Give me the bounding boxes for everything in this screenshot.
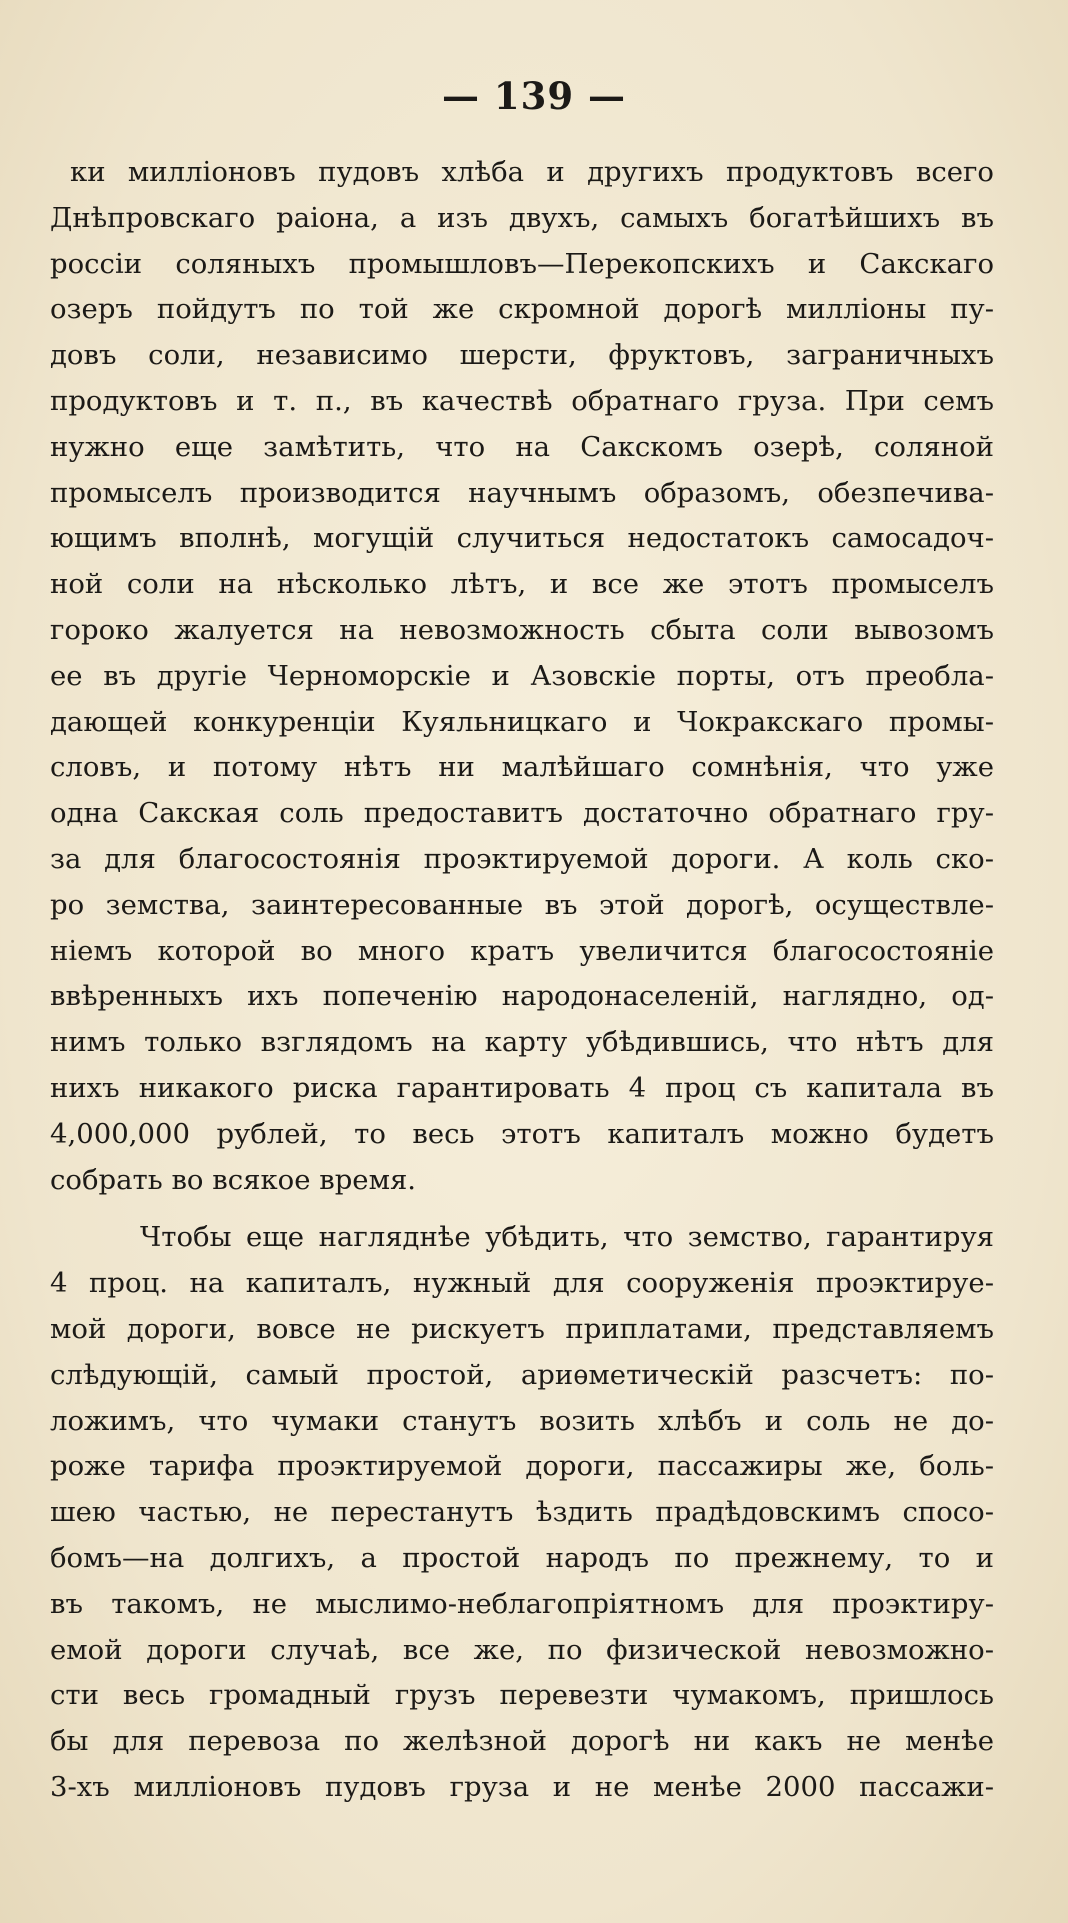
paragraph-2 [50, 1215, 994, 1810]
text-line: ро земства, заинтересованные въ этой дорогѣ, осуществле- [50, 888, 994, 921]
text-line: озеръ пойдутъ по той же скромной дорогѣ милліоны пу- [50, 293, 994, 326]
text-line: дающей конкуренціи Куяльницкаго и Чокракскаго промы- [50, 705, 994, 738]
text-line: гороко жалуется на невозможность сбыта соли вывозомъ [50, 613, 994, 646]
text-line: ки милліоновъ пудовъ хлѣба и другихъ продуктовъ всего [70, 156, 994, 188]
text-line: продуктовъ и т. п., въ качествѣ обратнаго груза. При семъ [50, 384, 994, 417]
text-line: въ такомъ, не мыслимо-неблагопріятномъ для проэктиру- [50, 1587, 994, 1620]
body-text [50, 150, 994, 1811]
text-line: ложимъ, что чумаки станутъ возить хлѣбъ и соль не до- [50, 1404, 994, 1437]
text-line: ющимъ вполнѣ, могущій случиться недостатокъ самосадоч- [50, 522, 994, 555]
page-number: — 139 — [442, 74, 626, 118]
text-line: слѣдующій, самый простой, ариѳметическій разсчетъ: по- [50, 1358, 994, 1391]
paragraph-gap [50, 1203, 994, 1215]
text-line: ніемъ которой во много кратъ увеличится благосостояніе [50, 934, 994, 967]
text-line: Чтобы еще нагляднѣе убѣдить, что земство, гарантируя [140, 1221, 994, 1254]
text-line: одна Сакская соль предоставитъ достаточно обратнаго гру- [50, 797, 994, 830]
text-line: мой дороги, вовсе не рискуетъ приплатами, представляемъ [50, 1312, 994, 1345]
text-line: 4 проц. на капиталъ, нужный для сооруженія проэктируе- [50, 1267, 994, 1300]
text-line: собрать во всякое время. [50, 1163, 417, 1196]
text-line: шею частью, не перестанутъ ѣздить прадѣдовскимъ спосо- [50, 1496, 994, 1529]
text-line: 3-хъ милліоновъ пудовъ груза и не менѣе 2000 пассажи- [50, 1770, 994, 1803]
text-line: нихъ никакого риска гарантировать 4 проц съ капитала въ [50, 1071, 994, 1104]
text-line: нимъ только взглядомъ на карту убѣдившись, что нѣтъ для [50, 1026, 994, 1059]
text-line: ее въ другіе Черноморскіе и Азовскіе порты, отъ преобла- [50, 659, 994, 692]
text-line: емой дороги случаѣ, все же, по физической невозможно- [50, 1633, 994, 1666]
text-line: Днѣпровскаго раіона, а изъ двухъ, самыхъ богатѣйшихъ въ [50, 201, 994, 234]
text-line: бомъ—на долгихъ, а простой народъ по прежнему, то и [50, 1541, 994, 1574]
text-line: роже тарифа проэктируемой дороги, пассажиры же, боль- [50, 1450, 994, 1483]
text-line: бы для перевоза по желѣзной дорогѣ ни какъ не менѣе [50, 1725, 994, 1758]
text-line: довъ соли, независимо шерсти, фруктовъ, заграничныхъ [50, 339, 994, 372]
text-line: словъ, и потому нѣтъ ни малѣйшаго сомнѣнія, что уже [50, 751, 994, 784]
text-line: 4,000,000 рублей, то весь этотъ капиталъ можно будетъ [50, 1117, 994, 1150]
text-line: ввѣренныхъ ихъ попеченію народонаселеній, наглядно, од- [50, 980, 994, 1013]
text-line: промыселъ производится научнымъ образомъ, обезпечива- [50, 476, 994, 509]
text-line: нужно еще замѣтить, что на Сакскомъ озерѣ, соляной [50, 430, 994, 463]
paragraph-1 [50, 150, 994, 1203]
text-line: сти весь громадный грузъ перевезти чумакомъ, пришлось [50, 1679, 994, 1712]
text-line: россіи соляныхъ промышловъ—Перекопскихъ и Сакскаго [50, 247, 994, 280]
text-line: ной соли на нѣсколько лѣтъ, и все же этотъ промыселъ [50, 568, 994, 601]
text-line: за для благосостоянія проэктируемой дороги. А коль ско- [50, 842, 994, 875]
